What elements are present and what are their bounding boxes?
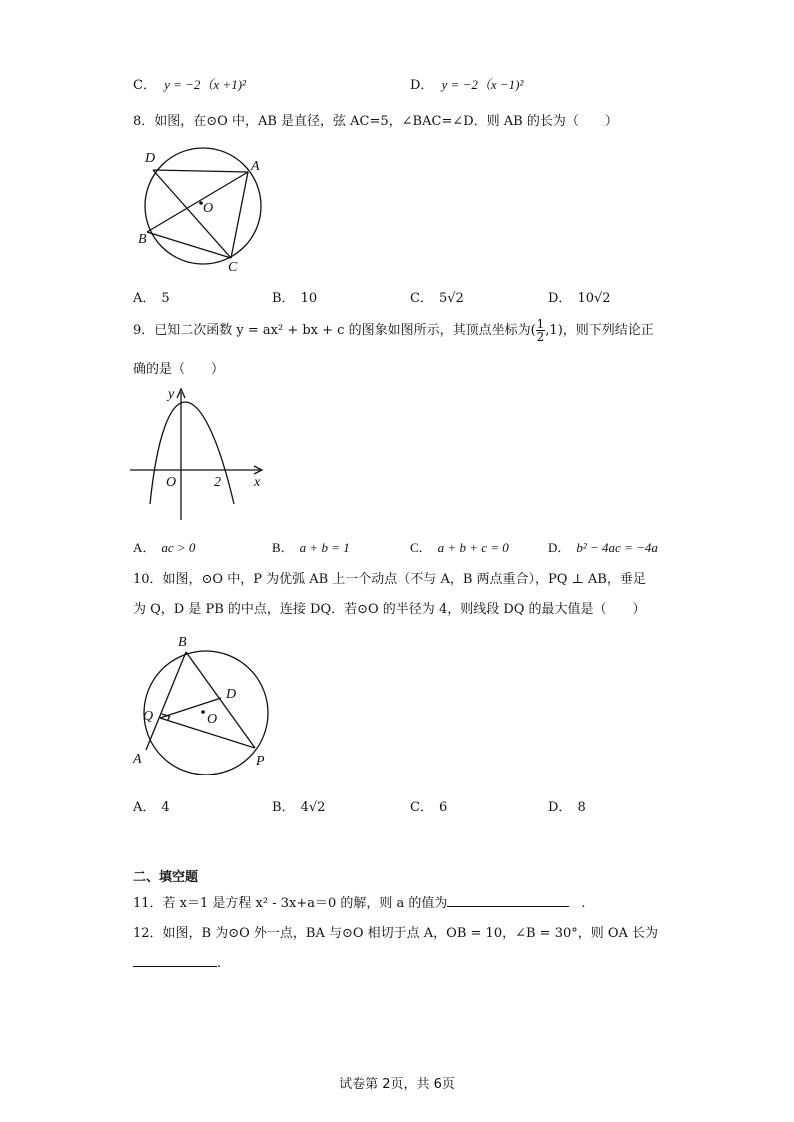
q8-option-b: B． 10 [272, 291, 318, 306]
q7-option-c-formula: y = −2（x +1)² [164, 77, 246, 92]
q10-stem-line1: 10．如图，⊙O 中，P 为优弧 AB 上一个动点（不与 A，B 两点重合），PQ ⊥ AB，垂足 [133, 572, 646, 587]
q11-answer-blank[interactable] [447, 894, 569, 907]
q12-tail: . [217, 956, 222, 971]
q8-option-c: C． 5√2 [410, 291, 464, 306]
q10-label-o: O [207, 712, 218, 727]
q10-option-d: D． 8 [548, 800, 586, 815]
q9-stem [133, 318, 654, 343]
q11-tail: . [581, 896, 586, 911]
q9-option-d: D． b² − 4ac = −4a [548, 540, 658, 555]
q10-option-c: C． 6 [410, 800, 448, 815]
q9-label-o: O [166, 475, 177, 490]
q9-label-two: 2 [214, 475, 221, 490]
q8-label-d: D [145, 151, 156, 166]
q8-label-o: O [203, 201, 214, 216]
q10-label-b: B [178, 635, 187, 650]
q10-chord-ab [146, 652, 186, 750]
q9-figure [128, 386, 268, 526]
q9-option-b: B． a + b = 1 [272, 540, 350, 555]
q9-frac-num: 1 [536, 317, 545, 331]
q12-answer-line [133, 954, 221, 971]
q10-center-dot [201, 710, 205, 714]
q10-option-b: B． 4√2 [272, 800, 326, 815]
q10-label-p: P [256, 754, 265, 769]
q7-option-c [133, 74, 246, 93]
q12-answer-blank[interactable] [133, 954, 217, 967]
q9-stem-part2: ,1)，则下列结论正 [545, 323, 654, 338]
q8-option-d: D． 10√2 [548, 291, 611, 306]
q8-stem: 8．如图，在⊙O 中，AB 是直径，弦 AC=5，∠BAC=∠D．则 AB 的长为（ ） [133, 114, 618, 129]
q8-label-a: A [251, 159, 260, 174]
q9-stem-line2: 确的是（ ） [133, 362, 225, 377]
q8-label-b: B [138, 232, 147, 247]
q8-option-a: A． 5 [133, 291, 170, 306]
q9-fraction [536, 318, 546, 343]
q9-label-x: x [254, 475, 261, 490]
q12-stem: 12．如图，B 为⊙O 外一点，BA 与⊙O 相切于点 A，OB = 10，∠B = 30°，则 OA 长为 [133, 926, 659, 941]
q9-frac-den: 2 [536, 330, 545, 344]
q8-chord-da [153, 170, 248, 172]
q9-option-c: C． a + b + c = 0 [410, 540, 509, 555]
q10-stem-line2: 为 Q，D 是 PB 的中点，连接 DQ．若⊙O 的半径为 4，则线段 DQ 的最大值是（ ） [133, 602, 646, 617]
q8-figure [133, 140, 273, 275]
q11-stem: 11．若 x＝1 是方程 x² - 3x+a＝0 的解，则 a 的值为 [133, 896, 448, 911]
q11 [133, 892, 586, 911]
q8-label-c: C [228, 260, 238, 275]
q10-label-a: A [133, 752, 142, 767]
q9-parabola [150, 402, 234, 504]
section-title-fill-in: 二、填空题 [133, 870, 199, 885]
q10-label-d: D [226, 687, 237, 702]
q7-option-d-formula: y = −2（x −1)² [441, 77, 524, 92]
q7-option-d [410, 74, 523, 93]
q8-chord-dc [153, 170, 231, 258]
q10-circle [144, 651, 268, 775]
q10-chord-bp [186, 652, 255, 748]
q10-figure [128, 630, 278, 775]
page-footer: 试卷第 2页，共 6页 [339, 1077, 455, 1092]
q10-label-q: Q [143, 709, 154, 724]
q7-option-d-label: D． [410, 78, 434, 93]
q9-label-y: y [168, 387, 175, 402]
q9-stem-part1: 9．已知二次函数 y = ax² + bx + c 的图象如图所示，其顶点坐标为( [133, 323, 536, 338]
q9-option-a: A． ac > 0 [133, 540, 196, 555]
q7-option-c-label: C． [133, 78, 156, 93]
q10-option-a: A． 4 [133, 800, 170, 815]
